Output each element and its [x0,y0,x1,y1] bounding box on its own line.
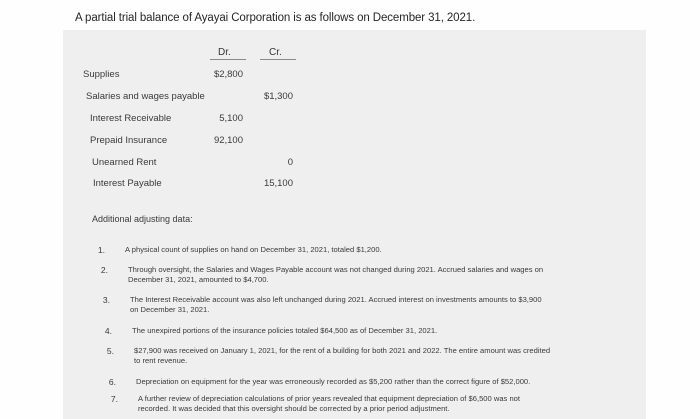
item-number: 6. [108,377,116,387]
debit-column-header: Dr. [218,47,231,58]
item-number: 4. [104,326,112,336]
item-text-line: A further review of depreciation calculations of prior years revealed that equipment depreciation of $6,500 was not [138,394,521,403]
credit-header-underline [260,59,296,60]
debit-amount: 92,100 [213,135,243,146]
adjusting-data-title: Additional adjusting data: [92,214,193,224]
item-text-line: recorded. It was decided that this oversight should be corrected by a prior period adjustment. [138,404,450,413]
item-number: 7. [110,394,118,404]
credit-amount: 15,100 [263,178,293,189]
account-name: Salaries and wages payable [86,91,205,102]
item-number: 3. [102,295,110,305]
account-name: Supplies [83,69,120,80]
item-text-line: A physical count of supplies on hand on December 31, 2021, totaled $1,200. [125,245,382,254]
item-number: 1. [97,245,105,255]
debit-header-underline [210,59,246,60]
account-name: Unearned Rent [92,157,157,168]
item-number: 5. [106,346,114,356]
account-name: Prepaid Insurance [90,135,168,146]
credit-amount: $1,300 [263,91,293,102]
item-text-line: $27,900 was received on January 1, 2021, for the rent of a building for both 2021 and 2022. The entire amount was credited [134,346,551,355]
item-text-line: Depreciation on equipment for the year was erroneously recorded as $5,200 rather than the correct figure of $52,000. [136,377,531,386]
item-text-line: to rent revenue. [134,356,188,365]
credit-amount: 0 [287,157,293,168]
debit-amount: $2,800 [213,69,243,80]
item-text-line: Through oversight, the Salaries and Wages Payable account was not changed during 2021. Accrued salaries and wages on [128,265,544,274]
problem-heading: A partial trial balance of Ayayai Corporation is as follows on December 31, 2021. [75,12,476,24]
item-text-line: The unexpired portions of the insurance policies totaled $64,500 as of December 31, 2021. [132,326,438,335]
credit-column-header: Cr. [269,47,282,58]
item-text-line: December 31, 2021, amounted to $4,700. [128,275,269,284]
account-name: Interest Payable [93,178,162,189]
item-text-line: on December 31, 2021. [130,305,210,314]
item-text-line: The Interest Receivable account was also left unchanged during 2021. Accrued interest on investments amounts to $3,900 [130,295,542,304]
account-name: Interest Receivable [90,113,172,124]
item-number: 2. [100,265,108,275]
debit-amount: 5,100 [219,113,243,124]
